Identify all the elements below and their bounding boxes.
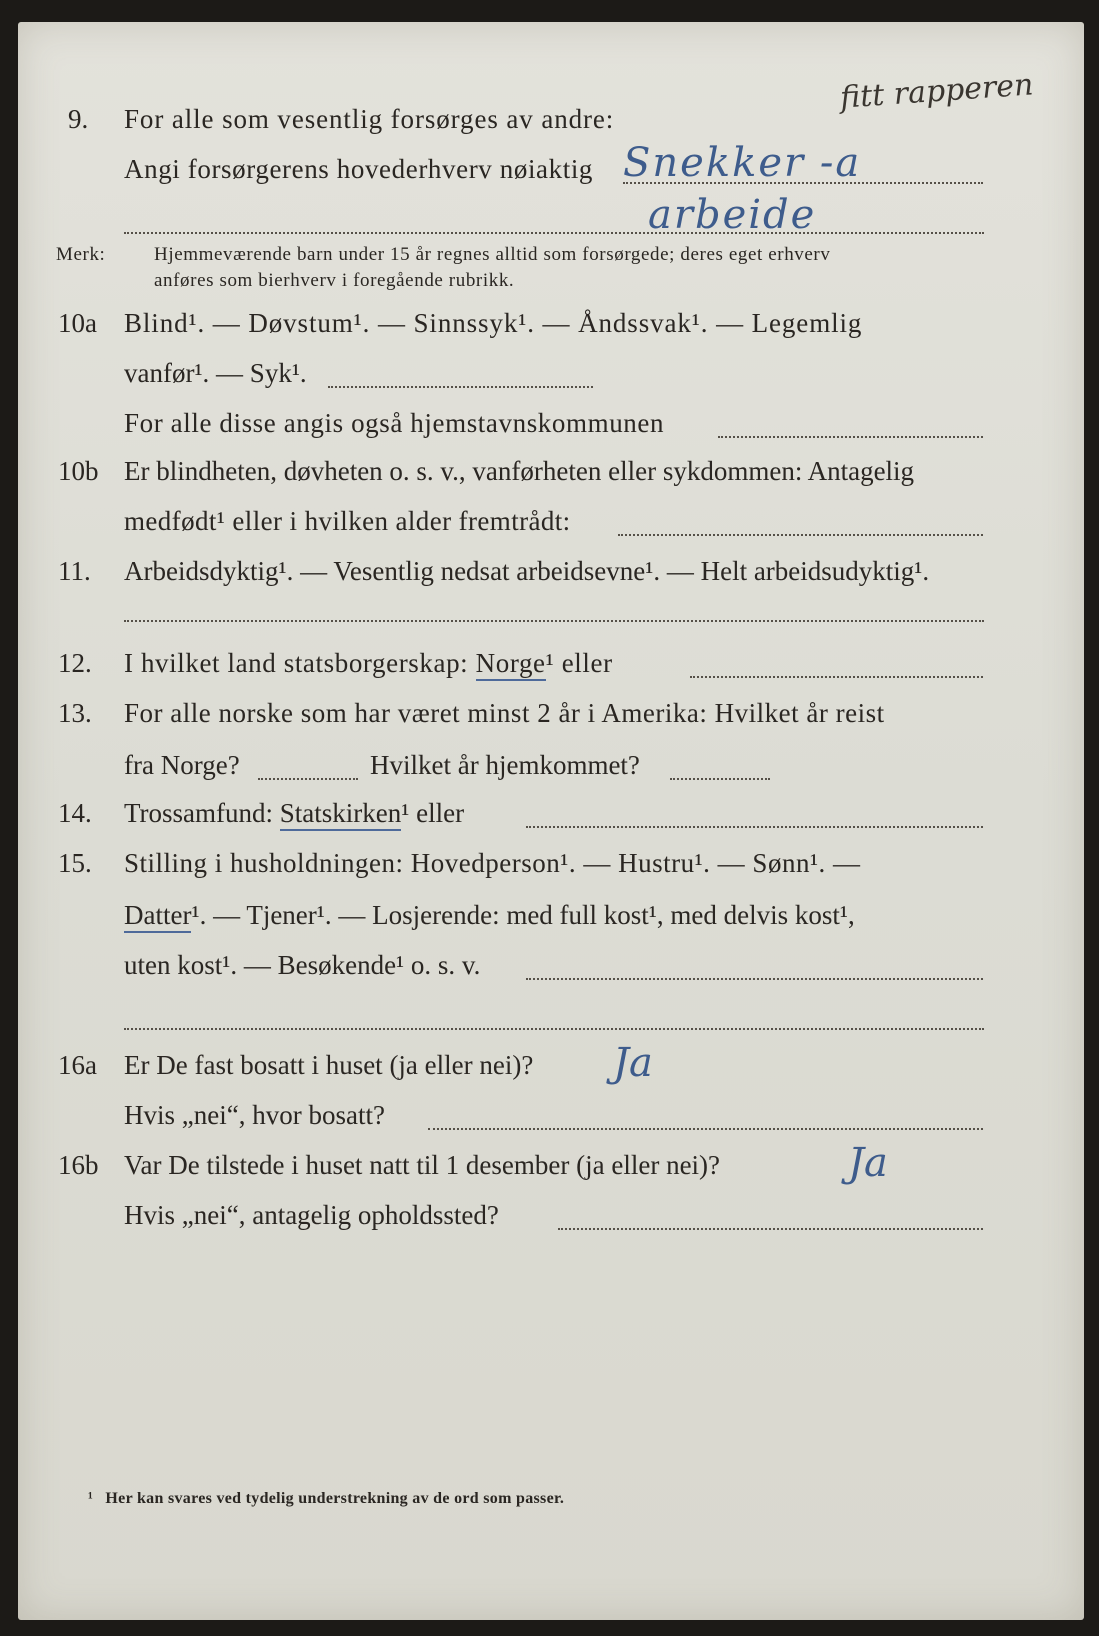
q14-suffix: ¹ eller xyxy=(401,798,465,828)
q10a-text-line1: Blind¹. — Døvstum¹. — Sinnssyk¹. — Åndssvak¹. — Legemlig xyxy=(124,308,863,338)
q14-text xyxy=(124,798,464,829)
q14-prefix: Trossamfund: xyxy=(124,798,274,828)
handwritten-margin-note: fitt rapperen xyxy=(839,67,1035,116)
q12-prefix: I hvilket land statsborgerskap: xyxy=(124,648,469,678)
q15-answer-line1 xyxy=(526,978,983,980)
q14-underlined-statskirken: Statskirken xyxy=(280,798,402,831)
footnote xyxy=(88,1490,564,1508)
q10a-answer-line2 xyxy=(718,436,983,438)
q9-handwritten-answer-line1: Snekker -a xyxy=(623,140,862,186)
q10b-answer-line xyxy=(618,534,983,536)
q13-text-line2b: Hvilket år hjemkommet? xyxy=(370,750,640,780)
merk-text-line1: Hjemmeværende barn under 15 år regnes alltid som forsørgede; deres eget erhverv xyxy=(154,244,831,265)
q9-answer-line2 xyxy=(124,232,984,234)
q15-line2-rest: ¹. — Tjener¹. — Losjerende: med full kost¹, med delvis kost¹, xyxy=(191,900,855,930)
q9-text-line2: Angi forsørgerens hovederhverv nøiaktig xyxy=(124,154,594,184)
q10b-number: 10b xyxy=(58,456,99,486)
q16b-number: 16b xyxy=(58,1150,99,1180)
census-form-page xyxy=(18,22,1084,1620)
q12-answer-line xyxy=(690,676,983,678)
q15-underlined-datter: Datter xyxy=(124,900,191,933)
q14-number: 14. xyxy=(58,798,92,828)
q12-underlined-norge: Norge xyxy=(476,648,546,681)
q16b-text-line1: Var De tilstede i huset natt til 1 desember (ja eller nei)? xyxy=(124,1150,721,1180)
q14-answer-line xyxy=(526,826,983,828)
q13-text-line1: For alle norske som har været minst 2 år i Amerika: Hvilket år reist xyxy=(124,698,885,728)
q16b-text-line2: Hvis „nei“, antagelig opholdssted? xyxy=(124,1200,499,1230)
merk-label: Merk: xyxy=(56,244,106,265)
q9-number: 9. xyxy=(68,104,89,134)
q13-answer-line-reist xyxy=(258,778,358,780)
q11-answer-line xyxy=(124,620,984,622)
q10a-text-line3: For alle disse angis også hjemstavnskommunen xyxy=(124,408,665,438)
q10b-text-line2: medfødt¹ eller i hvilken alder fremtrådt: xyxy=(124,506,571,536)
q10a-text-line2: vanfør¹. — Syk¹. xyxy=(124,358,307,388)
q15-text-line1: Stilling i husholdningen: Hovedperson¹. — Hustru¹. — Sønn¹. — xyxy=(124,848,861,878)
q16a-handwritten-answer: Ja xyxy=(613,1040,653,1086)
q10b-text-line1: Er blindheten, døvheten o. s. v., vanførheten eller sykdommen: Antagelig xyxy=(124,456,915,486)
q12-number: 12. xyxy=(58,648,92,678)
q16a-answer-line xyxy=(428,1128,983,1130)
q15-text-line3: uten kost¹. — Besøkende¹ o. s. v. xyxy=(124,950,481,980)
q9-handwritten-answer-line2: arbeide xyxy=(648,192,817,238)
q16a-text-line1: Er De fast bosatt i huset (ja eller nei)? xyxy=(124,1050,534,1080)
q16a-text-line2: Hvis „nei“, hvor bosatt? xyxy=(124,1100,385,1130)
q12-text xyxy=(124,648,613,679)
merk-text-line2: anføres som bierhverv i foregående rubrikk. xyxy=(154,270,515,291)
q16b-handwritten-answer: Ja xyxy=(848,1140,888,1186)
q12-suffix: ¹ eller xyxy=(545,648,613,678)
q10a-answer-line1 xyxy=(328,386,593,388)
q15-answer-line2 xyxy=(124,1028,984,1030)
q16b-answer-line xyxy=(558,1228,983,1230)
q11-number: 11. xyxy=(58,556,91,586)
q13-number: 13. xyxy=(58,698,92,728)
footnote-marker: ¹ xyxy=(88,1490,94,1507)
q9-text-line1: For alle som vesentlig forsørges av andre: xyxy=(124,104,615,134)
q10a-number: 10a xyxy=(58,308,97,338)
q16a-number: 16a xyxy=(58,1050,97,1080)
q15-number: 15. xyxy=(58,848,92,878)
footnote-text: Her kan svares ved tydelig understrekning av de ord som passer. xyxy=(105,1490,565,1507)
q15-text-line2 xyxy=(124,900,855,931)
q11-text: Arbeidsdyktig¹. — Vesentlig nedsat arbeidsevne¹. — Helt arbeidsudyktig¹. xyxy=(124,556,930,586)
q13-text-line2a: fra Norge? xyxy=(124,750,240,780)
q13-answer-line-hjemkommet xyxy=(670,778,770,780)
